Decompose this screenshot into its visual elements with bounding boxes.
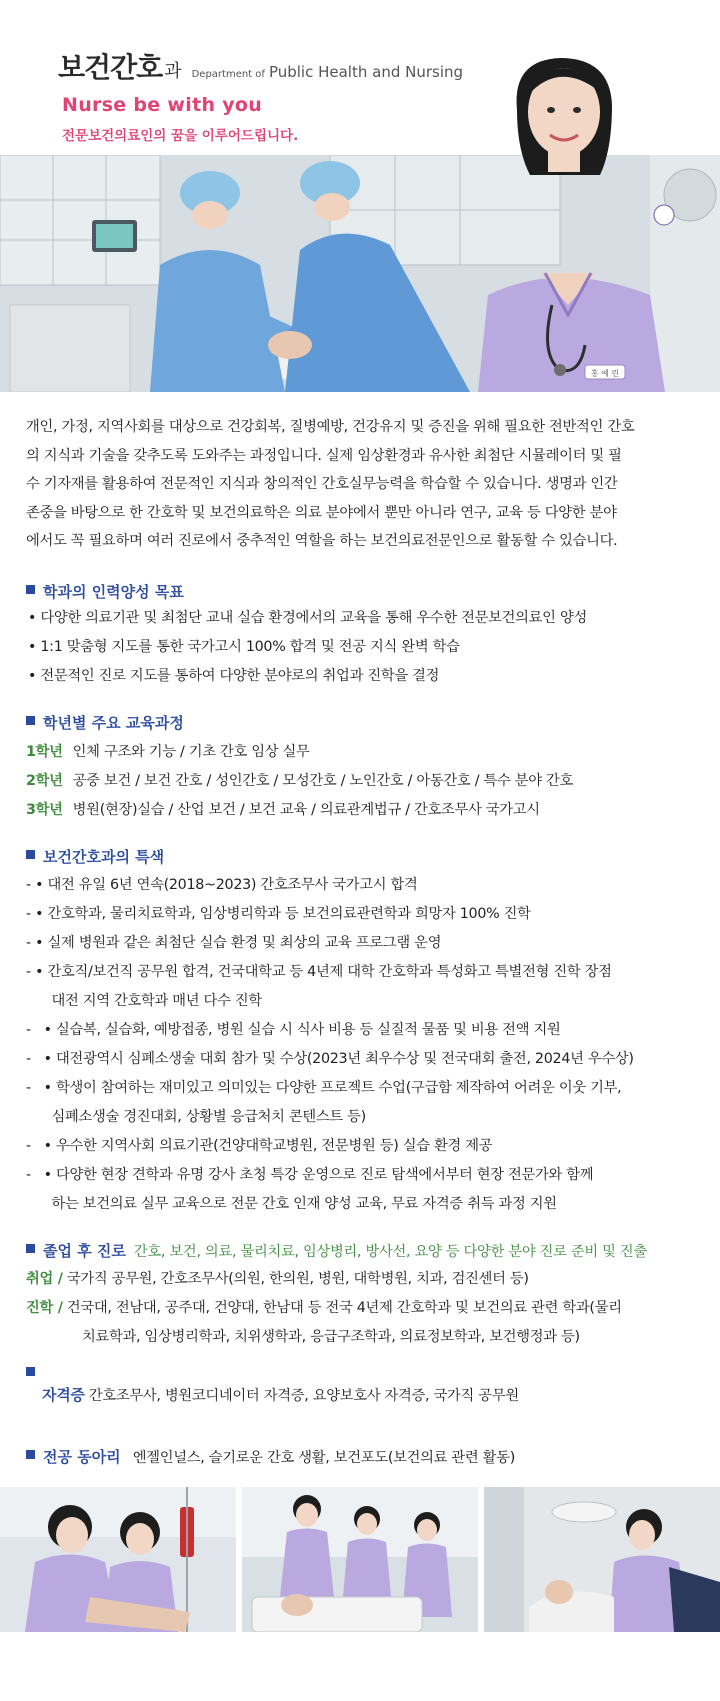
section-certs-header: [26, 1371, 43, 1376]
grade-content: 인체 구조와 기능 / 기초 간호 임상 실무: [72, 744, 310, 760]
feature-line: - • 대전 유일 6년 연속(2018~2023) 간호조무사 국가고시 합격: [26, 877, 418, 893]
section-features-header: [26, 846, 164, 867]
curriculum-row: [26, 741, 310, 761]
dept-name-suffix: 과: [164, 61, 182, 82]
grade-label: 2학년: [26, 773, 63, 789]
section-clubs-header: [26, 1446, 515, 1467]
section-career-header: [26, 1240, 647, 1261]
section-bullet-icon: [26, 850, 35, 859]
slogan-english: Nurse be with you: [62, 94, 263, 116]
feature-line: - • 다양한 현장 견학과 유명 강사 초청 특강 운영으로 진로 탐색에서부터 현장 전문가와 함께: [26, 1167, 594, 1183]
certs-row: [42, 1384, 519, 1405]
goal-item: • 전문적인 진로 지도를 통하여 다양한 분야로의 취업과 진학을 결정: [28, 668, 440, 684]
career-study-label: 진학 /: [26, 1300, 63, 1316]
intro-line: 존중을 바탕으로 한 간호학 및 보건의료학은 의료 분야에서 뿐만 아니라 연구, 교육 등 다양한 분야: [26, 504, 617, 521]
photo-practice-1: [0, 1487, 236, 1632]
career-job-text: 국가직 공무원, 간호조무사(의원, 한의원, 병원, 대학병원, 치과, 검진센터 등): [66, 1271, 529, 1287]
feature-line: - • 실제 병원과 같은 최첨단 실습 환경 및 최상의 교육 프로그램 운영: [26, 935, 442, 951]
feature-line: 대전 지역 간호학과 매년 다수 진학: [26, 993, 262, 1009]
intro-line: 개인, 가정, 지역사회를 대상으로 건강회복, 질병예방, 건강유지 및 증진을 위해 필요한 전반적인 간호: [26, 419, 635, 435]
photo-practice-2: [242, 1487, 478, 1632]
section-title: 학과의 인력양성 목표: [43, 583, 184, 601]
section-bullet-icon: [26, 716, 35, 725]
feature-line: 하는 보건의료 실무 교육으로 전문 간호 인재 양성 교육, 무료 자격증 취득 과정 지원: [26, 1196, 557, 1212]
grade-label: 1학년: [26, 744, 63, 760]
career-study-row: [26, 1297, 622, 1317]
career-study-text-cont: 치료학과, 임상병리학과, 치위생학과, 응급구조학과, 의료정보학과, 보건행정과 등): [82, 1329, 580, 1345]
career-job-label: 취업 /: [26, 1271, 63, 1287]
grade-label: 3학년: [26, 802, 63, 818]
slogan-korean: 전문보건의료인의 꿈을 이루어드립니다.: [62, 128, 299, 144]
section-bullet-icon: [26, 1450, 35, 1459]
feature-line: - • 실습복, 실습화, 예방접종, 병원 실습 시 식사 비용 등 실질적 물품 및 비용 전액 지원: [26, 1022, 561, 1038]
intro-paragraph: [26, 413, 702, 556]
dept-name-en-prefix: Department of: [191, 69, 265, 80]
intro-line: 에서도 꼭 필요하며 여러 진로에서 중추적인 역할을 하는 보건의료전문인으로 활동할 수 있습니다.: [26, 533, 618, 550]
section-bullet-icon: [26, 1367, 35, 1376]
photo-practice-3: [484, 1487, 720, 1632]
section-curriculum-header: [26, 712, 184, 733]
clubs-label: 전공 동아리: [43, 1448, 121, 1466]
bottom-photo-strip: [0, 1487, 720, 1632]
grade-content: 병원(현장)실습 / 산업 보건 / 보건 교육 / 의료관계법규 / 간호조무사 국가고시: [72, 802, 540, 818]
grade-content: 공중 보건 / 보건 간호 / 성인간호 / 모성간호 / 노인간호 / 아동간호 / 특수 분야 간호: [72, 773, 574, 789]
clubs-text: 엔젤인널스, 슬기로운 간호 생활, 보건포도(보건의료 관련 활동): [132, 1449, 515, 1466]
dept-name-ko: 보건간호: [58, 51, 163, 84]
feature-line: - • 대전광역시 심폐소생술 대회 참가 및 수상(2023년 최우수상 및 전국대회 출전, 2024년 우수상): [26, 1051, 634, 1067]
nurse-portrait: [0, 0, 720, 392]
curriculum-row: [26, 799, 540, 819]
feature-line: - • 간호직/보건직 공무원 합격, 건국대학교 등 4년제 대학 간호학과 특성화고 특별전형 진학 장점: [26, 964, 612, 980]
career-subtitle: 간호, 보건, 의료, 물리치료, 임상병리, 방사선, 요양 등 다양한 분야 진로 준비 및 진출: [133, 1243, 647, 1260]
certs-label: 자격증: [42, 1386, 85, 1404]
intro-line: 수 기자재를 활용하여 전문적인 지식과 창의적인 간호실무능력을 학습할 수 있습니다. 생명과 인간: [26, 476, 618, 493]
section-title: 학년별 주요 교육과정: [43, 714, 184, 732]
goal-item: • 다양한 의료기관 및 최첨단 교내 실습 환경에서의 교육을 통해 우수한 전문보건의료인 양성: [28, 610, 587, 626]
goal-item: • 1:1 맞춤형 지도를 통한 국가고시 100% 합격 및 전공 지식 완벽 학습: [28, 639, 460, 655]
dept-name-en: Public Health and Nursing: [268, 63, 464, 81]
feature-line: - • 우수한 지역사회 의료기관(건양대학교병원, 전문병원 등) 실습 환경 제공: [26, 1138, 493, 1154]
feature-line: - • 간호학과, 물리치료학과, 임상병리학과 등 보건의료관련학과 희망자 100% 진학: [26, 906, 531, 922]
section-title: 졸업 후 진로: [43, 1242, 126, 1260]
career-study-text: 건국대, 전남대, 공주대, 건양대, 한남대 등 전국 4년제 간호학과 및 보건의료 관련 학과(물리: [66, 1300, 622, 1316]
certs-text: 간호조무사, 병원코디네이터 자격증, 요양보호사 자격증, 국가직 공무원: [88, 1388, 519, 1404]
section-goals-header: [26, 581, 184, 602]
section-title: 보건간호과의 특색: [43, 848, 165, 866]
section-bullet-icon: [26, 585, 35, 594]
curriculum-row: [26, 770, 573, 790]
name-tag: 홍 예 린: [590, 369, 620, 378]
intro-line: 의 지식과 기술을 갖추도록 도와주는 과정입니다. 실제 임상환경과 유사한 최첨단 시뮬레이터 및 필: [26, 447, 622, 464]
section-bullet-icon: [26, 1244, 35, 1253]
career-job-row: [26, 1268, 529, 1288]
feature-line: - • 학생이 참여하는 재미있고 의미있는 다양한 프로젝트 수업(구급함 제작하여 어려운 이웃 기부,: [26, 1080, 622, 1096]
feature-line: 심폐소생술 경진대회, 상황별 응급처치 콘텐스트 등): [26, 1109, 366, 1125]
